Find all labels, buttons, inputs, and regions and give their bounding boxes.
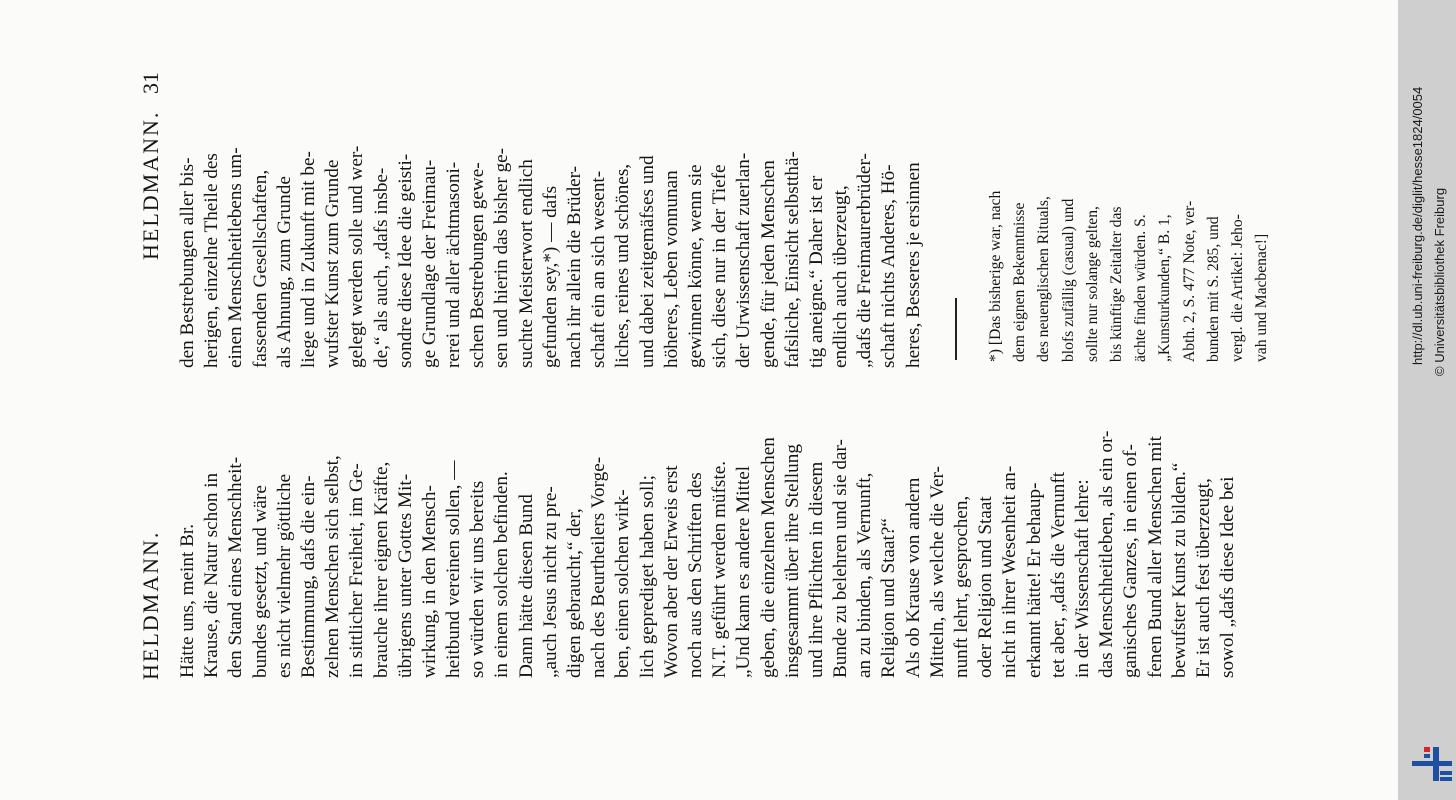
text-line: fafsliche, Einsicht selbstthä- <box>781 151 803 368</box>
text-line: „auch Jesus nicht zu pre- <box>539 486 561 678</box>
text-line: tig aneigne.“ Daher ist er <box>805 175 827 368</box>
text-line: „dafs die Freimaurerbrüder- <box>854 153 876 368</box>
text-line: fenen Bund aller Menschen mit <box>1144 436 1166 678</box>
copyright-notice: © Universitätsbibliothek Freiburg <box>1432 187 1447 376</box>
text-line: geben, die einzelnen Menschen <box>757 437 779 678</box>
text-line: gefunden sey,*) — dafs <box>539 185 561 368</box>
text-line: nach des Beurtheilers Vorge- <box>588 456 610 678</box>
text-line: Abth. 2, S. 477 Note, ver- <box>1180 200 1198 362</box>
text-line: der Urwissenschaft zuerlan- <box>733 152 755 368</box>
text-line: schaft ein an sich wesent- <box>588 170 610 368</box>
text-line: lich geprediget haben soll; <box>636 474 658 678</box>
text-line: N.T. geführt werden müfste. <box>709 460 731 678</box>
permalink-url[interactable]: http://dl.ub.uni-freiburg.de/diglit/hesse1824/0054 <box>1410 86 1425 365</box>
text-line: sondre diese Idee die geisti- <box>394 153 416 368</box>
text-line: heitbund vereinen sollen, — <box>443 460 465 678</box>
text-line: des neuenglischen Rituals, <box>1035 196 1053 362</box>
text-line: sich, diese nur in der Tiefe <box>709 164 731 368</box>
viewer-sidebar <box>1398 0 1456 800</box>
text-column-right <box>176 58 926 368</box>
text-line: Religion und Staat?“ <box>878 518 900 678</box>
text-line: heres, Besseres je ersinnen <box>902 162 924 368</box>
text-line: das Menschheitleben, als ein or- <box>1096 430 1118 678</box>
text-line: gelegt werden solle und wer- <box>346 145 368 368</box>
text-line: nach ihr allein die Brüder- <box>564 165 585 368</box>
text-line: Mitteln, als welche die Ver- <box>926 466 948 678</box>
text-line: endlich auch überzeugt, <box>830 185 852 368</box>
text-line: als Ahnung, zum Grunde <box>273 176 295 368</box>
text-line: dem eignen Bekenntnisse <box>1011 202 1029 362</box>
text-line: tet aber, „dafs die Vernunft <box>1047 471 1069 678</box>
text-line: bunden mit S. 285, und <box>1204 216 1222 362</box>
text-line: Hätte uns, meint Br. <box>177 523 198 678</box>
text-line: „Kunsturkunden,“ B. 1, <box>1156 214 1174 362</box>
text-line: sen und hierin das bisher ge- <box>491 147 513 368</box>
text-line: es nicht vielmehr göttliche <box>273 473 295 678</box>
text-line: erkannt hätte! Er behaup- <box>1023 482 1045 678</box>
text-line: und ihre Pflichten in diesem <box>805 461 827 678</box>
text-line: wufster Kunst zum Grunde <box>322 159 344 368</box>
text-line: noch aus den Schriften des <box>684 472 706 678</box>
text-line: und dabei zeitgemäfses und <box>636 155 658 368</box>
page-number: 31 <box>138 72 163 94</box>
running-head-left: HELDMANN. <box>138 530 163 680</box>
text-line: Als ob Krause von andern <box>902 477 924 678</box>
footnote-separator <box>955 298 957 360</box>
text-line: in der Wissenschaft lehre: <box>1071 479 1093 678</box>
ub-freiburg-logo-icon[interactable] <box>1409 742 1453 786</box>
text-column-left <box>176 368 1240 678</box>
text-line: gewinnen könne, wenn sie <box>684 164 706 368</box>
text-line: brauche ihrer eignen Kräfte, <box>370 461 392 678</box>
text-line: so würden wir uns bereits <box>467 480 489 678</box>
text-line: liches, reines und schönes, <box>612 163 634 368</box>
text-line: wirkung, in den Mensch- <box>418 485 440 678</box>
text-line: den Stand eines Menschheit- <box>225 456 247 678</box>
text-line: ge Grundlage der Freimau- <box>418 159 440 368</box>
text-line: de,“ als auch, „dafs insbe- <box>370 167 392 368</box>
text-line: ben, einen solchen wirk- <box>612 489 634 678</box>
text-line: herigen, einzelne Theile des <box>201 153 223 368</box>
text-line: nunft lehrt, gesprochen, <box>951 495 972 678</box>
text-line: blofs zufällig (casual) und <box>1059 198 1077 362</box>
text-line: Bestimmung, dafs die ein- <box>297 475 319 678</box>
text-line: suchte Meisterwort endlich <box>515 159 537 368</box>
text-line: in einem solchen befinden. <box>491 471 513 678</box>
text-line: Bunde zu belehren und sie dar- <box>830 439 852 678</box>
text-line: Dann hätte diesen Bund <box>515 494 537 678</box>
text-line: sowol „dafs diese Idee bei <box>1217 476 1239 678</box>
text-line: schen Bestrebungen gewe- <box>467 162 489 368</box>
text-line: „Und kann es andere Mittel <box>733 465 755 678</box>
text-line: vergl. die Artikel: Jeho- <box>1228 214 1246 362</box>
text-line: rerei und aller ächtmasoni- <box>443 161 465 368</box>
text-line: an zu binden, als Vernunft, <box>854 472 876 678</box>
text-line: Er ist auch fest überzeugt, <box>1192 478 1214 678</box>
text-line: übrigens unter Gottes Mit- <box>394 473 416 678</box>
text-line: Wovon aber der Erweis erst <box>660 465 682 678</box>
text-line: ächte finden würden. S. <box>1132 214 1150 362</box>
text-line: liege und in Zukunft mit be- <box>297 151 319 368</box>
text-line: sollte nur solange gelten, <box>1083 206 1101 362</box>
text-line: Krause, die Natur schon in <box>201 472 223 678</box>
text-line: gende, für jeden Menschen <box>757 160 779 368</box>
text-line: den Bestrebungen aller bis- <box>177 157 198 368</box>
text-line: *) [Das bisherige war, nach <box>987 190 1004 362</box>
text-line: bis künftige Zeitalter das <box>1107 206 1125 362</box>
text-line: einen Menschheitlebens um- <box>225 147 247 368</box>
text-line: nicht in ihrer Wesenheit an- <box>999 465 1021 678</box>
text-line: höheres, Leben vonnunan <box>660 170 682 368</box>
text-line: fassenden Gesellschaften, <box>249 169 271 368</box>
text-line: digen gebraucht,“ der, <box>564 508 585 678</box>
text-line: insgesammt über ihre Stellung <box>781 444 803 678</box>
footnote <box>986 62 1276 362</box>
text-line: vah und Macbenac!] <box>1253 233 1271 362</box>
running-head-right: HELDMANN. <box>138 110 163 260</box>
text-line: schaft nichts Anderes, Hö- <box>878 164 900 368</box>
text-line: in sittlicher Freiheit, im Ge- <box>346 463 368 678</box>
text-line: oder Religion und Staat <box>975 496 997 678</box>
text-line: bundes gesetzt, und wäre <box>249 485 271 678</box>
text-line: bewufster Kunst zu bilden.“ <box>1168 462 1190 678</box>
text-line: zelnen Menschen sich selbst, <box>322 455 344 678</box>
text-line: ganisches Ganzes, in einen of- <box>1120 444 1142 678</box>
